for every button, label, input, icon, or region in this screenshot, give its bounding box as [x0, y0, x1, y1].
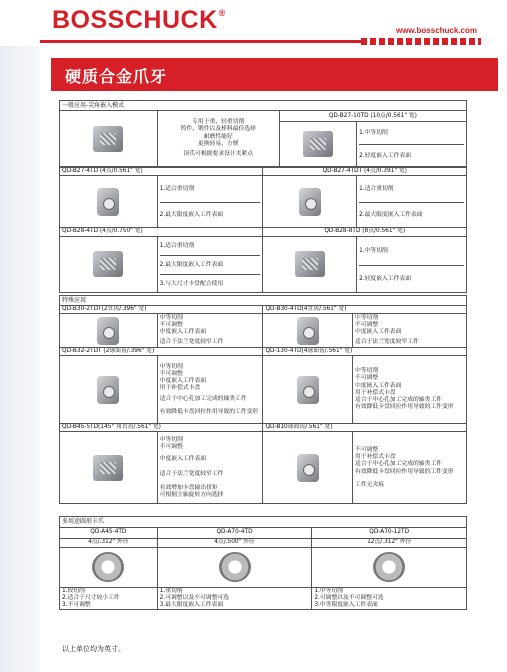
- feature-text: 不可调整 用于补偿式卡盘 适合于中心孔加工完成的轴类工件 有效降低卡盘回拉作用导致的工件变形 工件无夹痕: [353, 432, 467, 504]
- product-image: [263, 314, 353, 348]
- feature-text: 1.中等切削 2.轻度嵌入工件表面: [357, 122, 467, 167]
- product-image: [263, 236, 357, 292]
- product-image: [263, 432, 353, 504]
- jaw-image-icon: [299, 188, 321, 216]
- product-image: [263, 356, 353, 424]
- product-image: [60, 176, 158, 228]
- product-spec: 4点/.312" 外径: [60, 538, 158, 547]
- header-stripe: [361, 38, 481, 45]
- feature-text: 专用于重、轻重切削 铸件、锻件以及棒料最佳选择 耐磨性能好 更换轻易、方便 顶爪可根据要求设计夹紧点: [157, 111, 279, 167]
- round-jaw-icon: [219, 552, 251, 582]
- jaw-image-icon: [93, 126, 123, 152]
- product-name: QD-B30-4TD(4直齿/.561" 宽): [263, 305, 467, 313]
- feature-text: 中等切削 不可调整 中度嵌入工件表面 适合于法兰宽度较窄工件: [157, 314, 263, 348]
- product-name: QD-B30-2TDT(2直齿/.396" 宽): [60, 305, 263, 313]
- product-name: QD-B28-4TD (4点/0.750" 宽): [60, 228, 263, 236]
- round-jaw-table: [59, 516, 467, 610]
- brand-text: BOSSCHUCK: [52, 6, 218, 34]
- product-image: [157, 547, 312, 587]
- product-name: QD-A70-4TD: [157, 527, 312, 538]
- section-label: 一般应用-尖角嵌入模式: [60, 101, 467, 111]
- product-name: QD-B28-8TD (8点/0.561" 宽): [263, 228, 467, 236]
- jaw-image-icon: [97, 376, 119, 404]
- product-name: QD-130-4TD(4球面齿/.561" 宽): [263, 348, 467, 356]
- feature-text: 中等切削 不可调整 中度嵌入工件表面 用于补偿式卡盘 适合于中心孔加工完成的轴类工件 有效降低卡盘回拉作用导致的工件变形: [353, 356, 467, 424]
- feature-text: 1.适合重切削 2.最大限度嵌入工件表面 3.与大尺寸卡盘配合使用: [157, 236, 263, 292]
- footer-note: 以上单位均为英寸。: [62, 645, 125, 653]
- feature-text: 1.适合重切削 2.最大限度嵌入工件表面: [357, 176, 467, 228]
- product-name: QD-B27-10TD (10点/0.561" 宽): [279, 111, 466, 122]
- product-name: QD-B27-4TDT (4点/0.391" 宽): [263, 168, 467, 176]
- jaw-image-icon: [303, 131, 333, 157]
- jaw-image-icon: [97, 188, 119, 216]
- general-table-2: [59, 167, 467, 292]
- special-table: [59, 295, 467, 505]
- feature-text: 1.中等切削 2.轻度嵌入工件表面: [357, 236, 467, 292]
- feature-text: 中等切削 不可调整 中度嵌入工件表面 适合于法兰宽度较窄工件: [353, 314, 467, 348]
- left-bar: [0, 46, 40, 672]
- product-image: [60, 547, 158, 587]
- product-image: [60, 356, 158, 424]
- page-title: 硬质合金爪牙: [65, 67, 168, 86]
- jaw-image-icon: [93, 251, 123, 277]
- general-table: [59, 100, 467, 167]
- product-image: [60, 111, 158, 167]
- section-label: 多用途圆形卡爪: [60, 517, 467, 527]
- feature-text: 1.较切削 2.适合于尺寸较小工件 3.不可调整: [60, 587, 158, 610]
- product-image: [60, 432, 158, 504]
- product-name: QD-B45-5TD(145° 角直齿/.561" 宽): [60, 424, 263, 432]
- product-image: [312, 547, 467, 587]
- feature-text: 1.重切削 2.可调整以及不可调整可选 3.最大限度嵌入工件表面: [157, 587, 312, 610]
- product-name: QD-B32-2TDT (2球面齿/.396" 宽): [60, 348, 263, 356]
- product-image: [60, 236, 158, 292]
- feature-text: 1.中等切削 2.可调整以及不可调整可选 3.中等限度嵌入工件表面: [312, 587, 467, 610]
- product-image: [263, 176, 357, 228]
- page-header: [0, 0, 507, 46]
- section-label: 特殊应用: [60, 295, 467, 305]
- jaw-image-icon: [97, 317, 119, 345]
- product-name: QD-A70-12TD: [312, 527, 467, 538]
- title-banner: [51, 58, 498, 91]
- jaw-image-icon: [93, 455, 123, 481]
- product-tables: [59, 100, 467, 610]
- feature-text: 1.适合重切削 2.最大限度嵌入工件表面: [157, 176, 263, 228]
- feature-text: 中等切削 不可调整 中度嵌入工件表面 适合于法兰宽度较窄工件 有效增加卡盘输出扭矩 可根据主轴旋转方向选择: [157, 432, 263, 504]
- website-link[interactable]: www.bosschuck.com: [395, 26, 477, 35]
- product-name: QD-A45-4TD: [60, 527, 158, 538]
- jaw-image-icon: [297, 454, 319, 482]
- feature-text: 中等切削 不可调整 中度嵌入工件表面 用于补偿式卡盘 适合于中心孔加工完成的轴类工件 有效降低卡盘回拉作用导致的工件变形: [157, 356, 263, 424]
- jaw-image-icon: [297, 376, 319, 404]
- jaw-image-icon: [295, 251, 325, 277]
- jaw-image-icon: [297, 317, 319, 345]
- product-spec: 4点/.500" 外径: [157, 538, 312, 547]
- registered-mark: ®: [218, 8, 226, 18]
- round-jaw-icon: [373, 552, 405, 582]
- product-image: [60, 314, 158, 348]
- product-spec: 12点/.312" 外径: [312, 538, 467, 547]
- product-image: [279, 122, 356, 167]
- brand-logo: [52, 6, 226, 35]
- product-name: QD-B10球面齿/.561" 宽): [263, 424, 467, 432]
- round-jaw-icon: [92, 552, 124, 582]
- product-name: QD-B27-4TD (4点/0.561" 宽): [60, 168, 263, 176]
